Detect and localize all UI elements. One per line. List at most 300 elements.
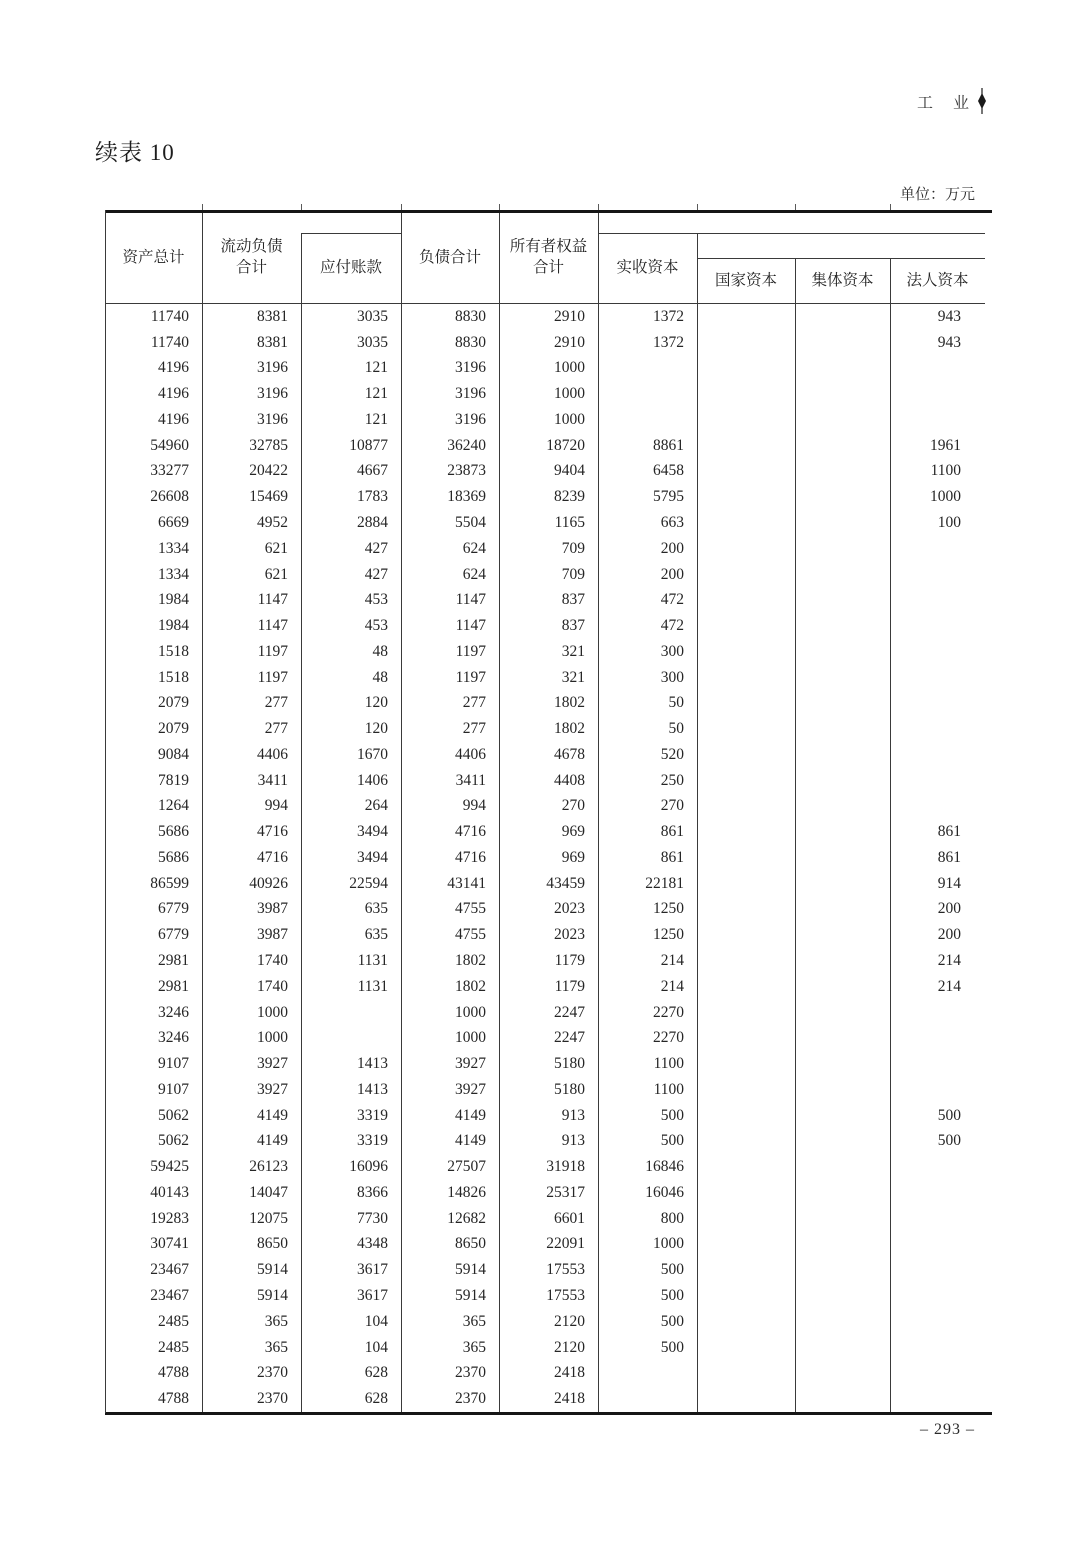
cell: 472 bbox=[660, 591, 684, 609]
cell: 214 bbox=[937, 952, 961, 970]
cell: 121 bbox=[364, 410, 388, 428]
cell: 23467 bbox=[150, 1286, 189, 1304]
cell: 913 bbox=[561, 1106, 585, 1124]
col-header-line bbox=[220, 237, 282, 279]
cell: 18720 bbox=[546, 436, 585, 454]
table-row bbox=[105, 407, 985, 433]
cell: 2079 bbox=[158, 694, 189, 712]
table-row bbox=[105, 613, 985, 639]
cell: 2023 bbox=[554, 926, 585, 944]
cell: 2418 bbox=[554, 1364, 585, 1382]
cell: 3196 bbox=[257, 385, 288, 403]
table-row bbox=[105, 381, 985, 407]
col-header-paid-in-capital: 实收资本 bbox=[616, 259, 679, 277]
cell: 6779 bbox=[158, 900, 189, 918]
table-row bbox=[105, 1360, 985, 1386]
cell: 27507 bbox=[447, 1158, 486, 1176]
cell: 3411 bbox=[257, 771, 288, 789]
cell: 2981 bbox=[158, 977, 189, 995]
unit-note: 单位：万元 bbox=[899, 187, 975, 203]
grid-tick bbox=[301, 204, 302, 210]
cell: 300 bbox=[660, 642, 684, 660]
cell: 1197 bbox=[455, 642, 486, 660]
cell: 861 bbox=[660, 848, 684, 866]
table-row bbox=[105, 1000, 985, 1026]
cell: 1518 bbox=[158, 668, 189, 686]
cell: 3246 bbox=[158, 1003, 189, 1021]
cell: 4408 bbox=[554, 771, 585, 789]
table-row bbox=[105, 922, 985, 948]
cell: 59425 bbox=[150, 1158, 189, 1176]
cell: 3987 bbox=[257, 926, 288, 944]
cell: 2247 bbox=[554, 1029, 585, 1047]
cell: 3987 bbox=[257, 900, 288, 918]
cell: 1984 bbox=[158, 591, 189, 609]
cell: 709 bbox=[561, 539, 585, 557]
cell: 663 bbox=[660, 514, 684, 531]
data-table bbox=[105, 210, 985, 1415]
cell: 5062 bbox=[158, 1132, 189, 1150]
cell: 264 bbox=[364, 797, 388, 815]
cell: 8650 bbox=[257, 1235, 288, 1253]
cell: 969 bbox=[561, 848, 585, 866]
table-row bbox=[105, 1232, 985, 1258]
cell: 5914 bbox=[257, 1286, 288, 1304]
cell: 837 bbox=[561, 617, 585, 635]
cell: 4716 bbox=[257, 848, 288, 866]
table-row bbox=[105, 1129, 985, 1155]
cell: 837 bbox=[561, 591, 585, 609]
cell: 5180 bbox=[554, 1080, 585, 1098]
cell: 2370 bbox=[257, 1390, 288, 1408]
cell: 1197 bbox=[257, 668, 288, 686]
cell: 8381 bbox=[257, 307, 288, 325]
cell: 3246 bbox=[158, 1029, 189, 1047]
table-row bbox=[105, 819, 985, 845]
cell: 5686 bbox=[158, 823, 189, 841]
cell: 1000 bbox=[930, 488, 961, 506]
table-row bbox=[105, 665, 985, 691]
cell: 7730 bbox=[357, 1209, 388, 1227]
cell: 1250 bbox=[653, 926, 684, 944]
cell: 2120 bbox=[554, 1312, 585, 1330]
cell: 9107 bbox=[158, 1080, 189, 1098]
cell: 1179 bbox=[554, 952, 585, 970]
cell: 4952 bbox=[257, 514, 288, 531]
cell: 635 bbox=[364, 926, 388, 944]
cell: 48 bbox=[372, 642, 388, 660]
cell: 3617 bbox=[357, 1286, 388, 1304]
cell: 40926 bbox=[249, 874, 288, 892]
cell: 2485 bbox=[158, 1338, 189, 1356]
cell: 3196 bbox=[455, 359, 486, 377]
cell: 500 bbox=[660, 1338, 684, 1356]
cell: 40143 bbox=[150, 1183, 189, 1201]
col-header-line-2: 合计 bbox=[235, 259, 267, 276]
table-row bbox=[105, 897, 985, 923]
cell: 23467 bbox=[150, 1261, 189, 1279]
table-row bbox=[105, 1154, 985, 1180]
grid-tick bbox=[795, 204, 796, 210]
grid-tick bbox=[890, 204, 891, 210]
cell: 4149 bbox=[455, 1132, 486, 1150]
cell: 943 bbox=[937, 307, 961, 325]
cell: 1740 bbox=[257, 977, 288, 995]
cell: 200 bbox=[937, 900, 961, 918]
cell: 1100 bbox=[930, 462, 961, 480]
cell: 861 bbox=[660, 823, 684, 841]
table-row bbox=[105, 510, 985, 536]
cell: 26608 bbox=[150, 488, 189, 506]
table-row bbox=[105, 484, 985, 510]
cell: 3196 bbox=[455, 410, 486, 428]
cell: 11740 bbox=[150, 333, 189, 351]
cell: 250 bbox=[660, 771, 684, 789]
table-row bbox=[105, 1386, 985, 1412]
table-row bbox=[105, 1077, 985, 1103]
cell: 3196 bbox=[455, 385, 486, 403]
cell: 4196 bbox=[158, 410, 189, 428]
cell: 4196 bbox=[158, 385, 189, 403]
cell: 16846 bbox=[645, 1158, 684, 1176]
cell: 1334 bbox=[158, 565, 189, 583]
col-header-line-1: 所有者权益 bbox=[509, 238, 588, 256]
cell: 9404 bbox=[554, 462, 585, 480]
table-row bbox=[105, 690, 985, 716]
table-row bbox=[105, 1180, 985, 1206]
cell: 2247 bbox=[554, 1003, 585, 1021]
corner-running-head bbox=[917, 88, 987, 114]
cell: 16096 bbox=[349, 1158, 388, 1176]
cell: 2270 bbox=[653, 1003, 684, 1021]
cell: 200 bbox=[660, 539, 684, 557]
cell: 23873 bbox=[447, 462, 486, 480]
table-row bbox=[105, 459, 985, 485]
cell: 121 bbox=[364, 385, 388, 403]
cell: 4755 bbox=[455, 926, 486, 944]
cell: 4716 bbox=[455, 848, 486, 866]
cell: 121 bbox=[364, 359, 388, 377]
cell: 200 bbox=[660, 565, 684, 583]
cell: 500 bbox=[937, 1132, 961, 1150]
cell: 6779 bbox=[158, 926, 189, 944]
cell: 1147 bbox=[257, 591, 288, 609]
cell: 2079 bbox=[158, 720, 189, 738]
grid-tick bbox=[401, 204, 402, 210]
table-row bbox=[105, 1051, 985, 1077]
cell: 4149 bbox=[257, 1106, 288, 1124]
cell: 1518 bbox=[158, 642, 189, 660]
cell: 104 bbox=[364, 1338, 388, 1356]
cell: 2418 bbox=[554, 1390, 585, 1408]
cell: 5795 bbox=[653, 488, 684, 506]
cell: 800 bbox=[660, 1209, 684, 1227]
cell: 1000 bbox=[554, 385, 585, 403]
cell: 943 bbox=[937, 333, 961, 351]
cell: 1000 bbox=[653, 1235, 684, 1253]
cell: 270 bbox=[660, 797, 684, 815]
table-row bbox=[105, 1257, 985, 1283]
cell: 621 bbox=[264, 539, 288, 557]
cell: 427 bbox=[364, 539, 388, 557]
cell: 4788 bbox=[158, 1364, 189, 1382]
grid-tick bbox=[499, 204, 500, 210]
cell: 214 bbox=[937, 977, 961, 995]
cell: 8366 bbox=[357, 1183, 388, 1201]
cell: 500 bbox=[660, 1312, 684, 1330]
cell: 1100 bbox=[653, 1080, 684, 1098]
col-header-line-2: 合计 bbox=[532, 259, 564, 276]
cell: 15469 bbox=[249, 488, 288, 506]
table-row bbox=[105, 433, 985, 459]
cell: 500 bbox=[660, 1132, 684, 1150]
page-title: 续表 10 bbox=[95, 140, 175, 165]
table-row bbox=[105, 1335, 985, 1361]
cell: 321 bbox=[561, 668, 585, 686]
cell: 365 bbox=[264, 1338, 288, 1356]
grid-line bbox=[105, 1412, 992, 1415]
cell: 43459 bbox=[546, 874, 585, 892]
cell: 500 bbox=[660, 1286, 684, 1304]
cell: 3617 bbox=[357, 1261, 388, 1279]
cell: 1147 bbox=[455, 617, 486, 635]
cell: 4788 bbox=[158, 1390, 189, 1408]
cell: 31918 bbox=[546, 1158, 585, 1176]
cell: 453 bbox=[364, 591, 388, 609]
cell: 365 bbox=[462, 1312, 486, 1330]
cell: 300 bbox=[660, 668, 684, 686]
table-row bbox=[105, 1206, 985, 1232]
cell: 1802 bbox=[554, 720, 585, 738]
cell: 4406 bbox=[257, 745, 288, 763]
cell: 1131 bbox=[357, 952, 388, 970]
cell: 5062 bbox=[158, 1106, 189, 1124]
cell: 1802 bbox=[455, 952, 486, 970]
cell: 1264 bbox=[158, 797, 189, 815]
cell: 277 bbox=[462, 694, 486, 712]
cell: 5914 bbox=[455, 1261, 486, 1279]
table-row bbox=[105, 1283, 985, 1309]
col-header-collective-capital: 集体资本 bbox=[811, 271, 874, 289]
cell: 8381 bbox=[257, 333, 288, 351]
cell: 913 bbox=[561, 1132, 585, 1150]
cell: 628 bbox=[364, 1364, 388, 1382]
cell: 30741 bbox=[150, 1235, 189, 1253]
cell: 36240 bbox=[447, 436, 486, 454]
cell: 12075 bbox=[249, 1209, 288, 1227]
cell: 1372 bbox=[653, 333, 684, 351]
cell: 1413 bbox=[357, 1080, 388, 1098]
cell: 3927 bbox=[455, 1055, 486, 1073]
cell: 472 bbox=[660, 617, 684, 635]
cell: 22594 bbox=[349, 874, 388, 892]
cell: 3411 bbox=[455, 771, 486, 789]
cell: 214 bbox=[660, 977, 684, 995]
cell: 3927 bbox=[257, 1055, 288, 1073]
cell: 500 bbox=[660, 1106, 684, 1124]
cell: 5686 bbox=[158, 848, 189, 866]
cell: 8830 bbox=[455, 333, 486, 351]
cell: 365 bbox=[264, 1312, 288, 1330]
cell: 16046 bbox=[645, 1183, 684, 1201]
cell: 994 bbox=[264, 797, 288, 815]
cell: 321 bbox=[561, 642, 585, 660]
table-row bbox=[105, 1025, 985, 1051]
table-row bbox=[105, 330, 985, 356]
grid-tick bbox=[202, 204, 203, 210]
table-row bbox=[105, 587, 985, 613]
table-row bbox=[105, 716, 985, 742]
table-row bbox=[105, 794, 985, 820]
cell: 1961 bbox=[930, 436, 961, 454]
cell: 1197 bbox=[455, 668, 486, 686]
cell: 914 bbox=[937, 874, 961, 892]
cell: 19283 bbox=[150, 1209, 189, 1227]
cell: 1406 bbox=[357, 771, 388, 789]
cell: 50 bbox=[668, 694, 684, 712]
cell: 54960 bbox=[150, 436, 189, 454]
cell: 1000 bbox=[455, 1029, 486, 1047]
table-row bbox=[105, 639, 985, 665]
cell: 4755 bbox=[455, 900, 486, 918]
cell: 6458 bbox=[653, 462, 684, 480]
cell: 8861 bbox=[653, 436, 684, 454]
cell: 1100 bbox=[653, 1055, 684, 1073]
cell: 14826 bbox=[447, 1183, 486, 1201]
cell: 2910 bbox=[554, 307, 585, 325]
cell: 4716 bbox=[455, 823, 486, 841]
table-row bbox=[105, 1309, 985, 1335]
cell: 277 bbox=[462, 720, 486, 738]
col-header-current-liabilities-total bbox=[202, 213, 301, 303]
col-header-line-1: 流动负债 bbox=[220, 238, 283, 256]
cell: 500 bbox=[660, 1261, 684, 1279]
cell: 1000 bbox=[554, 359, 585, 377]
cell: 9084 bbox=[158, 745, 189, 763]
cell: 969 bbox=[561, 823, 585, 841]
cell: 1147 bbox=[455, 591, 486, 609]
grid-tick bbox=[697, 204, 698, 210]
cell: 11740 bbox=[150, 307, 189, 325]
table-row bbox=[105, 768, 985, 794]
cell: 120 bbox=[364, 694, 388, 712]
cell: 1000 bbox=[257, 1029, 288, 1047]
cell: 500 bbox=[937, 1106, 961, 1124]
cell: 4149 bbox=[257, 1132, 288, 1150]
cell: 2370 bbox=[257, 1364, 288, 1382]
cell: 628 bbox=[364, 1390, 388, 1408]
cell: 277 bbox=[264, 720, 288, 738]
cell: 17553 bbox=[546, 1261, 585, 1279]
cell: 4196 bbox=[158, 359, 189, 377]
cell: 86599 bbox=[150, 874, 189, 892]
cell: 861 bbox=[937, 823, 961, 841]
table-row bbox=[105, 1103, 985, 1129]
cell: 200 bbox=[937, 926, 961, 944]
cell: 1250 bbox=[653, 900, 684, 918]
cell: 4678 bbox=[554, 745, 585, 763]
cell: 3494 bbox=[357, 848, 388, 866]
cell: 1197 bbox=[257, 642, 288, 660]
cell: 6669 bbox=[158, 514, 189, 531]
cell: 3927 bbox=[455, 1080, 486, 1098]
cell: 100 bbox=[937, 514, 961, 531]
cell: 365 bbox=[462, 1338, 486, 1356]
cell: 1802 bbox=[554, 694, 585, 712]
cell: 2884 bbox=[357, 514, 388, 531]
table-row bbox=[105, 536, 985, 562]
table-row bbox=[105, 742, 985, 768]
cell: 3927 bbox=[257, 1080, 288, 1098]
diamond-ornament-icon bbox=[977, 88, 987, 114]
cell: 5180 bbox=[554, 1055, 585, 1073]
cell: 17553 bbox=[546, 1286, 585, 1304]
cell: 12682 bbox=[447, 1209, 486, 1227]
col-header-line bbox=[510, 237, 588, 279]
cell: 8239 bbox=[554, 488, 585, 506]
cell: 4406 bbox=[455, 745, 486, 763]
table-row bbox=[105, 562, 985, 588]
cell: 22181 bbox=[645, 874, 684, 892]
cell: 214 bbox=[660, 952, 684, 970]
cell: 1372 bbox=[653, 307, 684, 325]
cell: 2370 bbox=[455, 1364, 486, 1382]
cell: 1802 bbox=[455, 977, 486, 995]
cell: 26123 bbox=[249, 1158, 288, 1176]
cell: 32785 bbox=[249, 436, 288, 454]
cell: 2981 bbox=[158, 952, 189, 970]
cell: 5504 bbox=[455, 514, 486, 531]
cell: 5914 bbox=[257, 1261, 288, 1279]
cell: 427 bbox=[364, 565, 388, 583]
cell: 1131 bbox=[357, 977, 388, 995]
cell: 14047 bbox=[249, 1183, 288, 1201]
cell: 3035 bbox=[357, 307, 388, 325]
table-row bbox=[105, 871, 985, 897]
cell: 104 bbox=[364, 1312, 388, 1330]
cell: 1000 bbox=[455, 1003, 486, 1021]
cell: 25317 bbox=[546, 1183, 585, 1201]
cell: 453 bbox=[364, 617, 388, 635]
cell: 5914 bbox=[455, 1286, 486, 1304]
cell: 6601 bbox=[554, 1209, 585, 1227]
cell: 3196 bbox=[257, 359, 288, 377]
cell: 3319 bbox=[357, 1132, 388, 1150]
cell: 8830 bbox=[455, 307, 486, 325]
cell: 4149 bbox=[455, 1106, 486, 1124]
cell: 4667 bbox=[357, 462, 388, 480]
col-header-state-capital: 国家资本 bbox=[714, 271, 777, 289]
table-row bbox=[105, 948, 985, 974]
cell: 43141 bbox=[447, 874, 486, 892]
cell: 20422 bbox=[249, 462, 288, 480]
cell: 1984 bbox=[158, 617, 189, 635]
cell: 2120 bbox=[554, 1338, 585, 1356]
cell: 3196 bbox=[257, 410, 288, 428]
cell: 2485 bbox=[158, 1312, 189, 1330]
page-number: – 293 – bbox=[920, 1421, 975, 1438]
col-header-total-assets: 资产总计 bbox=[122, 248, 185, 266]
table-body bbox=[105, 304, 985, 1412]
cell: 624 bbox=[462, 565, 486, 583]
cell: 861 bbox=[937, 848, 961, 866]
cell: 635 bbox=[364, 900, 388, 918]
cell: 2023 bbox=[554, 900, 585, 918]
cell: 2270 bbox=[653, 1029, 684, 1047]
cell: 1147 bbox=[257, 617, 288, 635]
cell: 3494 bbox=[357, 823, 388, 841]
cell: 2910 bbox=[554, 333, 585, 351]
